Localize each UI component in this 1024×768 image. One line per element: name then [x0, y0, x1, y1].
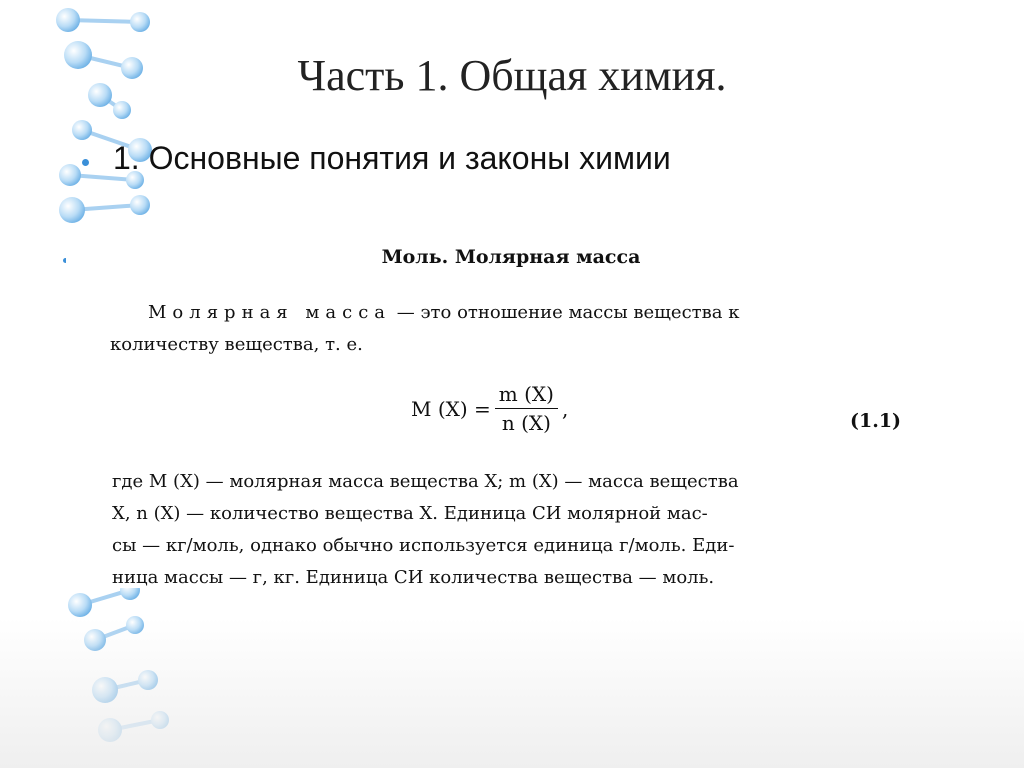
bullet-text: 1. Основные понятия и законы химии	[113, 140, 671, 176]
definition-line-1	[148, 302, 739, 323]
formula-trail: ,	[561, 396, 569, 421]
definition-rest: — это отношение массы вещества к	[396, 302, 740, 323]
paragraph-line: X, n (X) — количество вещества X. Единица СИ молярной мас-	[112, 503, 708, 524]
formula-numerator: m (X)	[495, 382, 558, 409]
paragraph-line: ница массы — г, кг. Единица СИ количества вещества — моль.	[112, 567, 715, 588]
paragraph-line: сы — кг/моль, однако обычно используется единица г/моль. Еди-	[112, 535, 735, 556]
definition-line-2: количеству вещества, т. е.	[110, 334, 363, 355]
bullet-item	[82, 140, 671, 177]
formula-denominator: n (X)	[501, 411, 551, 435]
scanned-textbook-excerpt	[66, 232, 1024, 588]
slide-title: Часть 1. Общая химия.	[297, 51, 727, 100]
bottom-gradient	[0, 618, 1024, 768]
paragraph-line: где M (X) — молярная масса вещества X; m (X) — масса вещества	[112, 471, 739, 492]
definition-term: Молярная масса	[148, 302, 392, 323]
formula-lhs: M (X) =	[411, 396, 491, 421]
molar-mass-formula	[411, 382, 568, 435]
bullet-dot-icon	[82, 159, 89, 166]
equation-number: (1.1)	[850, 410, 902, 432]
formula-fraction	[495, 382, 558, 435]
scan-heading: Моль. Молярная масса	[381, 246, 641, 268]
explanation-paragraph	[112, 466, 962, 594]
